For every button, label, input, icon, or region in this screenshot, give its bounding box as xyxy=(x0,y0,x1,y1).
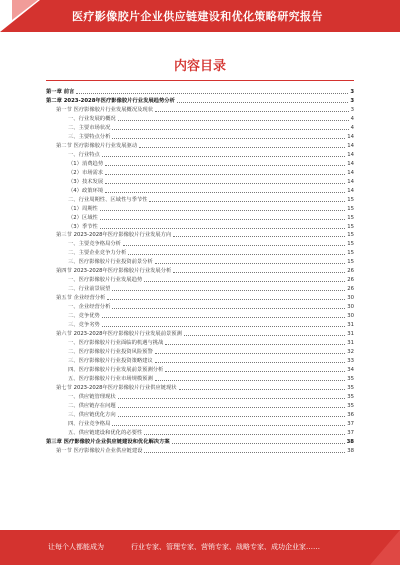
toc-entry-label: 第五节 企业经营分析 xyxy=(56,295,106,302)
toc-leader-dots xyxy=(105,183,345,184)
toc-entry[interactable] xyxy=(46,383,354,392)
toc-entry-label: （1）消费趋势 xyxy=(68,160,104,167)
toc-entry-page: 14 xyxy=(347,160,354,167)
toc-entry-label: 一、医疗影像胶片行业面临的机遇与挑战 xyxy=(68,340,164,347)
toc-leader-dots xyxy=(144,434,345,435)
toc-entry[interactable] xyxy=(46,177,354,186)
toc-entry[interactable] xyxy=(46,213,354,222)
toc-entry[interactable] xyxy=(46,266,354,275)
toc-entry-label: 第四节 2023-2028年医疗影像胶片行业发展分析 xyxy=(56,268,172,275)
toc-leader-dots xyxy=(173,272,345,273)
toc-entry-label: （2）市场需求 xyxy=(68,169,104,176)
toc-entry-page: 3 xyxy=(350,97,354,104)
toc-entry-page: 33 xyxy=(347,358,354,365)
toc-entry[interactable] xyxy=(46,222,354,231)
toc-leader-dots xyxy=(155,111,349,112)
toc-leader-dots xyxy=(102,156,345,157)
toc-entry[interactable] xyxy=(46,365,354,374)
toc-entry-page: 35 xyxy=(347,402,354,409)
toc-entry-label: 第二章 2023-2028年医疗影像胶片行业发展趋势分析 xyxy=(46,97,175,104)
toc-entry[interactable] xyxy=(46,320,354,329)
toc-leader-dots xyxy=(144,452,345,453)
toc-entry-page: 31 xyxy=(347,322,354,329)
report-title: 医疗影像胶片企业供应链建设和优化策略研究报告 xyxy=(72,10,323,23)
toc-entry-page: 4 xyxy=(350,124,354,131)
toc-entry-label: 二、行业周期性、区域性与季节性 xyxy=(68,196,148,203)
toc-entry-label: 二、医疗影像胶片行业投资风险预警 xyxy=(68,349,153,356)
toc-entry-page: 3 xyxy=(350,106,354,113)
toc-entry-page: 14 xyxy=(347,151,354,158)
toc-entry-label: 三、竞争劣势 xyxy=(68,322,100,329)
toc-entry-page: 15 xyxy=(347,250,354,257)
toc-entry[interactable] xyxy=(46,302,354,311)
toc-leader-dots xyxy=(107,299,345,300)
toc-leader-dots xyxy=(112,129,348,130)
toc-entry-label: 一、供应链管理现状 xyxy=(68,393,116,400)
toc-entry-label: 第二节 医疗影像胶片行业发展驱动 xyxy=(56,142,138,149)
toc-leader-dots xyxy=(102,317,345,318)
toc-entry[interactable] xyxy=(46,123,354,132)
toc-leader-dots xyxy=(144,281,345,282)
toc-entry-label: 第六节 2023-2028年医疗影像胶片行业发展前景预测 xyxy=(56,331,182,338)
toc-entry-label: 二、主要市场状况 xyxy=(68,124,111,131)
toc-entry[interactable] xyxy=(46,150,354,159)
toc-entry-label: 五、供应链建设和优化的必要性 xyxy=(68,429,143,436)
toc-entry[interactable] xyxy=(46,105,354,114)
toc-entry[interactable] xyxy=(46,159,354,168)
toc-entry[interactable] xyxy=(46,239,354,248)
toc-entry[interactable] xyxy=(46,257,354,266)
toc-entry-label: （4）政策环境 xyxy=(68,187,104,194)
toc-leader-dots xyxy=(100,219,345,220)
toc-entry-page: 32 xyxy=(347,349,354,356)
toc-leader-dots xyxy=(155,362,345,363)
toc-entry-page: 30 xyxy=(347,304,354,311)
toc-entry-page: 26 xyxy=(347,277,354,284)
toc-entry-page: 38 xyxy=(346,438,354,445)
toc-entry-page: 31 xyxy=(347,331,354,338)
toc-entry-page: 14 xyxy=(347,187,354,194)
footer-slogan-right: 行业专家、管理专家、营销专家、战略专家、成功企业家…… xyxy=(131,543,320,551)
toc-entry[interactable] xyxy=(46,311,354,320)
toc-entry-label: 二、竞争优势 xyxy=(68,313,100,320)
toc-entry-label: 一、主要竞争格局分析 xyxy=(68,241,121,248)
toc-leader-dots xyxy=(123,245,345,246)
toc-entry-label: 二、主要企业竞争力分析 xyxy=(68,250,127,257)
toc-entry[interactable] xyxy=(46,284,354,293)
toc-leader-dots xyxy=(118,416,346,417)
toc-entry-label: 第一节 医疗影像胶片行业发展概况及现状 xyxy=(56,106,154,113)
toc-entry-label: （2）区域性 xyxy=(68,214,98,221)
toc-entry[interactable] xyxy=(46,419,354,428)
toc-entry-label: 第一节 医疗影像胶片企业供应链建设 xyxy=(56,447,143,454)
toc-divider xyxy=(46,80,354,81)
toc-title: 内容目录 xyxy=(173,59,226,74)
toc-leader-dots xyxy=(149,201,345,202)
toc-leader-dots xyxy=(76,93,348,94)
toc-entry-page: 30 xyxy=(347,295,354,302)
toc-leader-dots xyxy=(179,389,346,390)
toc-entry-page: 35 xyxy=(347,375,354,382)
toc-entry-label: 一、行业特点 xyxy=(68,151,100,158)
toc-entry[interactable] xyxy=(46,329,354,338)
toc-entry[interactable] xyxy=(46,275,354,284)
toc-leader-dots xyxy=(105,174,345,175)
toc-leader-dots xyxy=(155,263,345,264)
toc-leader-dots xyxy=(177,102,348,103)
toc-leader-dots xyxy=(100,228,345,229)
toc-entry-page: 36 xyxy=(347,411,354,418)
toc-entry-page: 14 xyxy=(347,169,354,176)
toc-leader-dots xyxy=(100,210,345,211)
toc-entry-page: 3 xyxy=(350,88,354,95)
toc-entry[interactable] xyxy=(46,132,354,141)
toc-entry[interactable] xyxy=(46,410,354,419)
toc-entry[interactable] xyxy=(46,347,354,356)
toc-entry-page: 15 xyxy=(347,223,354,230)
toc-leader-dots xyxy=(112,290,345,291)
toc-entry-label: 三、医疗影像胶片行业投资策略建议 xyxy=(68,358,153,365)
toc-leader-dots xyxy=(184,335,345,336)
toc-entry-label: 一、行业发展的概况 xyxy=(68,115,116,122)
toc-entry-label: 三、供应链优化方向 xyxy=(68,411,116,418)
toc-entry-page: 31 xyxy=(347,340,354,347)
toc-entry-label: 第三节 2023-2028年医疗影像胶片行业发展方向 xyxy=(56,232,172,239)
toc-entry-label: 第七节 2023-2028年医疗影像胶片行业供应链现状 xyxy=(56,384,177,391)
toc-entry-page: 35 xyxy=(347,393,354,400)
toc-leader-dots xyxy=(172,443,345,444)
toc-entry-page: 15 xyxy=(347,214,354,221)
toc-entry[interactable] xyxy=(46,338,354,347)
toc-leader-dots xyxy=(118,398,346,399)
toc-entry[interactable] xyxy=(46,195,354,204)
toc-entry-page: 15 xyxy=(347,205,354,212)
toc-leader-dots xyxy=(165,344,345,345)
toc-entry[interactable] xyxy=(46,356,354,365)
toc-leader-dots xyxy=(155,380,345,381)
toc-entry-label: 二、供应链存在问题 xyxy=(68,402,116,409)
toc-entry-label: 一、企业经营分析 xyxy=(68,304,111,311)
toc-entry-label: 二、行业前景展望 xyxy=(68,286,111,293)
toc-entry-label: 一、医疗影像胶片行业发展趋势 xyxy=(68,277,143,284)
toc-entry[interactable] xyxy=(46,392,354,401)
toc-entry-page: 37 xyxy=(347,420,354,427)
footer-accent-shape xyxy=(370,530,400,565)
toc-entry-label: 三、医疗影像胶片行业投资前景分析 xyxy=(68,259,153,266)
toc-entry[interactable] xyxy=(46,141,354,150)
toc-leader-dots xyxy=(112,425,345,426)
table-of-contents xyxy=(46,87,354,455)
toc-entry-label: （3）季节性 xyxy=(68,223,98,230)
toc-leader-dots xyxy=(112,138,345,139)
toc-entry-page: 15 xyxy=(347,259,354,266)
toc-entry-page: 14 xyxy=(347,142,354,149)
toc-leader-dots xyxy=(155,353,345,354)
toc-entry-page: 15 xyxy=(347,232,354,239)
toc-entry[interactable] xyxy=(46,374,354,383)
toc-entry[interactable] xyxy=(46,204,354,213)
toc-leader-dots xyxy=(118,407,346,408)
toc-leader-dots xyxy=(112,308,345,309)
toc-leader-dots xyxy=(128,254,345,255)
toc-entry-label: 五、医疗影像胶片行业市场规模预测 xyxy=(68,375,153,382)
toc-entry-label: （1）周期性 xyxy=(68,205,98,212)
toc-entry-label: 四、行业竞争格局 xyxy=(68,420,111,427)
toc-entry[interactable] xyxy=(46,428,354,437)
toc-leader-dots xyxy=(102,326,345,327)
toc-leader-dots xyxy=(139,147,345,148)
toc-entry-page: 14 xyxy=(347,133,354,140)
toc-leader-dots xyxy=(118,120,349,121)
toc-entry[interactable] xyxy=(46,437,354,446)
toc-entry[interactable] xyxy=(46,446,354,455)
header-corner-accent xyxy=(12,0,38,20)
toc-entry[interactable] xyxy=(46,96,354,105)
toc-entry[interactable] xyxy=(46,401,354,410)
toc-entry[interactable] xyxy=(46,231,354,240)
toc-entry-page: 38 xyxy=(347,447,354,454)
toc-entry-page: 35 xyxy=(347,384,354,391)
toc-entry[interactable] xyxy=(46,248,354,257)
toc-entry-label: （3）技术发展 xyxy=(68,178,104,185)
toc-leader-dots xyxy=(173,236,345,237)
toc-entry-page: 30 xyxy=(347,313,354,320)
toc-entry[interactable] xyxy=(46,114,354,123)
toc-entry-label: 四、医疗影像胶片行业发展前景预测分析 xyxy=(68,367,164,373)
toc-leader-dots xyxy=(105,192,345,193)
footer-slogan-left: 让每个人都能成为 xyxy=(48,543,104,551)
toc-entry[interactable] xyxy=(46,186,354,195)
toc-entry[interactable] xyxy=(46,168,354,177)
toc-entry[interactable] xyxy=(46,87,354,96)
toc-entry-page: 15 xyxy=(347,241,354,248)
toc-entry-page: 4 xyxy=(350,115,354,122)
toc-entry-label: 第三章 医疗影像胶片企业供应链建设和优化解决方案 xyxy=(46,438,170,445)
toc-leader-dots xyxy=(165,371,345,372)
toc-entry-label: 第一章 前言 xyxy=(46,88,75,95)
toc-entry[interactable] xyxy=(46,293,354,302)
toc-entry-page: 37 xyxy=(347,429,354,436)
toc-leader-dots xyxy=(105,165,345,166)
toc-entry-page: 14 xyxy=(347,178,354,185)
toc-entry-page: 26 xyxy=(347,268,354,275)
header-banner xyxy=(0,0,400,32)
toc-entry-page: 15 xyxy=(347,196,354,203)
toc-entry-page: 26 xyxy=(347,286,354,293)
toc-entry-label: 三、主要特点分析 xyxy=(68,133,111,140)
toc-entry-page: 34 xyxy=(347,367,354,373)
footer-banner xyxy=(0,530,400,565)
